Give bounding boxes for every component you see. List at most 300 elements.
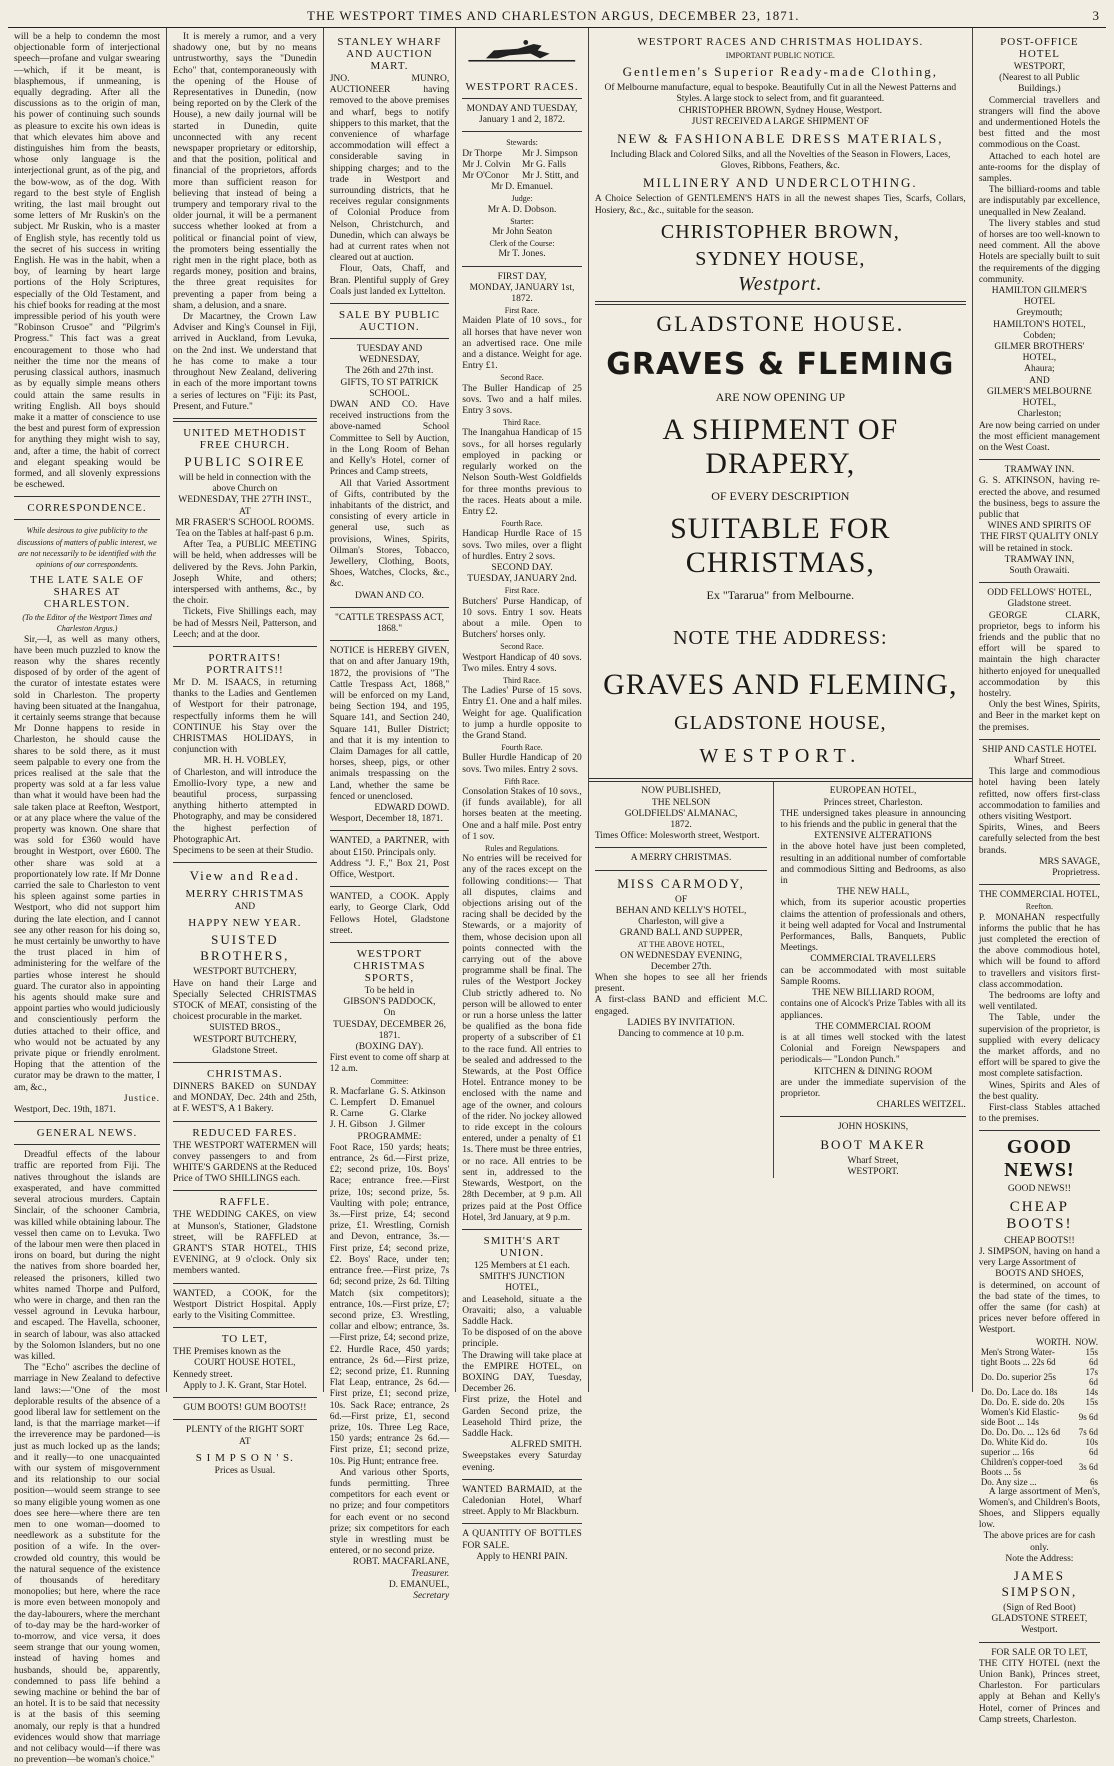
ad-text: TUESDAY, JANUARY 2nd. [467,574,577,585]
ad-text: (BOXING DAY). [355,1042,424,1053]
ad-text: is at all times well stocked with the latest Colonial and Foreign Newspapers and periodicals— "London Punch." [780,1032,966,1066]
ad-text: Maiden Plate of 10 sovs., for all horses that have never won an advertised race. One mile and a distance. Weight for age. Entry £1. [462,316,582,372]
ad-text: WESTPORT BUTCHERY, [193,967,297,978]
ad-text: January 1 and 2, 1872. [479,115,566,126]
ad-text: SUISTED BROS., [209,1023,281,1034]
ad-text: The Table, under the supervision of the proprietor, is supplied with every delicacy the market affords, and no effort will be spared to give the most complete satisfaction. [978,1013,1100,1080]
ad-text: DINNERS BAKED on SUNDAY and MONDAY, Dec. 24th and 25th, at F. WEST'S, A 1 Bakery. [173,1082,317,1115]
table-header: NOW. [1075,1336,1098,1347]
ad-text: HAMILTON GILMER'S HOTEL [991,286,1088,308]
ad-text: Apply to J. K. Grant, Star Hotel. [183,1380,307,1391]
ad-text: Mr D. M. ISAACS, in returning thanks to the Ladies and Gentlemen of Westport for their patronage, respectfully informs them he will CONTINUE his Stay over the CHRISTMAS HOLIDAYS, in conjunction with [173,677,317,756]
ad-text: will be retained in stock. [978,543,1073,554]
ad-text: This large and commodious hotel having been lately refitted, now offers first-class accommodation to families and others visiting Westport. [978,767,1100,822]
ad-text: OF EVERY DESCRIPTION [711,489,850,504]
ad-heading: WESTPORT RACES. [465,81,579,93]
ad-text: MONDAY, JANUARY 1st, 1872. [469,282,575,305]
ad-heading: BOOT MAKER [820,1136,926,1152]
ad-text: NOTICE is HEREBY GIVEN, that on and after January 19th, 1872, the provisions of "The Cattle Trespass Act, 1868," will be enforced on my Land, being Section 194, and 195, Square 141, and Section 240, Square 141, Buller District; and that it is my intention to Claim Damages for all cattle, horses, sheep, pigs, or other animals trespassing on the Land, whether the same be fenced or unenclosed. [329,646,450,802]
ad-text: TUESDAY AND WEDNESDAY, [356,344,423,366]
table-row [979,1387,1100,1397]
list-item: G. Clarke [389,1109,427,1120]
ad-text: Charleston, will give a [638,917,725,928]
list-item: G. S. Atkinson [389,1086,446,1097]
ad-text: OF [674,894,688,905]
ad-text: DWAN AND CO. [355,590,424,601]
ad-heading: HAPPY NEW YEAR. [188,917,302,930]
ad-heading: NEW & FASHIONABLE DRESS MATERIALS, [617,131,944,147]
ad-text: Dancing to commence at 10 p.m. [618,1029,744,1040]
ad-text: THE Premises known as the [173,1347,281,1358]
ad-text: Ex "Tararua" from Melbourne. [706,588,855,603]
letter-date: Westport, Dec. 19th, 1871. [14,1105,116,1116]
ad-text: TUESDAY, DECEMBER 26, 1871. [332,1019,446,1041]
table-cell: 6s [1089,1476,1098,1487]
ad-text: Of Melbourne manufacture, equal to bespoke. Beautifully Cut in all the Newest Patterns and Styles. A large stock to select from, and fit guaranteed. [604,83,957,105]
ad-text: WINES AND SPIRITS OF THE FIRST QUALITY ONLY [980,521,1099,543]
ad-text: Handicap Hurdle Race of 15 sovs. Two miles, over a flight of hurdles. Entry 2 sovs. [462,529,582,562]
hotel-column [774,782,971,1178]
ad-text: Tickets, Five Shillings each, may be had of Messrs Neil, Patterson, and Leech; and at the door. [173,607,317,640]
ad-heading: S I M P S O N ' S. [195,1451,294,1464]
list-item: Dr Thorpe [462,148,502,159]
ad-text: EXTENSIVE ALTERATIONS [814,831,932,842]
ad-heading: SMITH'S ART UNION. [483,1234,561,1259]
table-row [979,1397,1100,1407]
ad-text: GILMER BROTHERS' HOTEL, [994,342,1085,364]
ad-text: Specimens to be seen at their Studio. [173,846,314,856]
ad-text: Wharf Street, [847,1155,899,1166]
price-table [979,1337,1100,1487]
ad-text: The above prices are for cash only. [983,1531,1096,1553]
ad-text: And various other Sports, funds permitting. Three competitors for each event or no prize; and four competitors for each event or no second prize; six competitors for each style in wrestling must be entered, or no second prize. [329,1467,450,1557]
ad-text: Fourth Race. [501,519,543,529]
list-item: Mr J. Stitt, and [522,171,579,182]
ad-text: Fourth Race. [501,743,543,753]
section-heading: CORRESPONDENCE. [27,502,147,515]
article-text: The "Echo" ascribes the decline of marriage in New Zealand to defective land laws:—"One of the most deplorable results of the absence of a good liberal law for settlement on the land, is that the marriage market—if the irreverence may be pardoned—is just as much locked up as the lands; and it really—to one unacquainted with our system of misgovernment and its relationship to our social position—would seem strange to see so many eligible young women as one does see here—where there are ten men to one woman—doomed to needlework as a substitute for the position of a wife. In the over-crowded old country, this would be the natural sequence of the existence of thousands of hereditary monopolies; but here, where the race is more even between monopoly and the day-labourers, where the merchant of to-day may be the hard-worker of to-morrow, and vice versa, it does seem strange that our young women, instead of having homes and husbands, should be, apparently, condemned to pass life behind a sewing machine or behind the bar of an hotel. It is to be said that necessity is at the basis of this seeming anomaly, our reply is that a hundred evidences would show that marriage and not celibacy would—if there was no prevention—be woman's choice." [14,1363,161,1766]
table-cell: 17s 6d [1085,1366,1098,1387]
ad-text: First Race. [504,306,540,316]
ad-text: The Buller Handicap of 25 sovs. Two and a half miles. Entry 3 sovs. [462,383,582,417]
ad-text: BEHAN AND KELLY'S HOTEL, [615,905,747,916]
ad-text: and Leasehold, situate a the Oravaiti; also, a valuable Saddle Hack. [462,1294,582,1327]
ad-text: MR FRASER'S SCHOOL ROOMS. [175,517,315,528]
stewards-list [462,149,582,183]
ad-heading: MILLINERY AND UNDERCLOTHING. [642,175,918,191]
ad-text: PLENTY of the RIGHT SORT [186,1425,304,1436]
ad-text: ARE NOW OPENING UP [715,389,846,404]
ad-heading: PUBLIC SOIREE [184,453,306,469]
ad-text: FIRST DAY, [497,271,547,282]
ad-text: Fifth Race. [504,776,540,786]
ad-text: The bedrooms are lofty and well ventilated. [978,991,1100,1013]
ad-heading: WESTPORT CHRISTMAS SPORTS, [353,948,426,985]
ad-text: ALFRED SMITH. [510,1440,582,1451]
list-item: D. Emanuel [389,1098,435,1109]
column-1 [8,28,167,1766]
ad-text: TRAMWAY INN, [1004,554,1075,565]
ad-heading: SUITABLE FOR CHRISTMAS, [670,512,891,580]
table-cell: 15s [1085,1396,1098,1407]
ad-text: Proprietress. [1052,868,1100,879]
ad-text: Commercial travellers and strangers will find the above and undermentioned Hotels the best fitted and the most commodious on the Coast. [978,95,1100,151]
ad-text: KITCHEN & DINING ROOM [813,1066,933,1077]
ad-text: Sweepstakes every Saturday evening. [462,1451,582,1473]
ad-text: JUST RECEIVED A LARGE SHIPMENT OF [691,116,869,127]
table-row [979,1347,1100,1367]
ad-heading: MERRY CHRISTMAS [185,888,305,901]
ad-text: When she hopes to see all her friends present. [594,973,768,995]
ad-text: Mr John Seaton [491,227,553,238]
ad-text: Secretary [413,1590,450,1601]
ad-text: On [383,1008,396,1019]
ad-text: No entries will be received for any of the races except on the following conditions:— That all disputes, claims and objections arising out of the racing shall be decided by the Stewards, or a majority of them, whose decision upon all points connected with the carrying out of the above programme shall be final. The rules of the Westport Jockey Club strictly adhered to. No person will be allowed to enter or run a horse unless the latter be qualified as the bona fide property of a subscriber of £1 to the race fund. All entries to be sealed and addressed to the Stewards, at the Post Office Hotel. Entrance money to be enclosed with the name and age of the owner, and colours of the rider. No jockey allowed to ride except in the colours entered, under a penalty of £1 1s. There must be three entries, or no race. All entries to be sent in, addressed to the Stewards, Westport, on the 28th December, at 9 p.m. All prizes paid at the Post Office Hotel, 3rd January, at 9 p.m. [462,854,582,1223]
columns [8,28,1106,1766]
table-cell: Do. White Kid do. superior ... 16s [980,1436,1048,1457]
ad-heading: GLADSTONE HOUSE. [656,310,905,336]
ad-text: WESTPORT. [847,1166,899,1177]
ad-text: P. MONAHAN respectfully informs the public that he has just completed the erection of the above commodious hotel, which will be found to afford to travellers and visitors first-class accommodation. [978,912,1100,990]
ad-text: GEORGE CLARK, proprietor, begs to inform his friends and the public that no effort will be spared to maintain the high character hitherto enjoyed for unequalled accommodation by this hostelry. [978,610,1100,699]
ad-text: Address "J. F.," Box 21, Post Office, Westport. [329,858,450,880]
ad-text: SECOND DAY. [491,562,553,573]
ad-text: J. SIMPSON, having on hand a very Large Assortment of [978,1246,1100,1269]
ad-text: Stewards: [506,138,538,148]
ad-text: GLADSTONE STREET, [991,1614,1088,1625]
ad-text: Apply to HENRI PAIN. [476,1551,568,1562]
ad-text: AT THE ABOVE HOTEL, [637,940,725,950]
ad-text: can be accommodated with most suitable Sample Rooms. [780,965,966,987]
ad-text: G. S. ATKINSON, having re-erected the above, and resumed the business, begs to assure the public that [978,476,1100,520]
ad-text: GUM BOOTS! GUM BOOTS!! [183,1403,307,1414]
ad-heading: GRAVES AND FLEMING, [603,668,958,702]
ad-heading: CHRISTMAS. [207,1068,283,1081]
ad-text: Rules and Regulations. [485,844,560,853]
ad-heading: THE COMMERCIAL HOTEL, [979,890,1100,901]
ad-text: THE COMMERCIAL ROOM [815,1021,931,1032]
letter-title: THE LATE SALE OF SHARES AT CHARLESTON. [29,574,145,611]
ad-text: EUROPEAN HOTEL, [829,786,917,797]
table-row [979,1477,1100,1487]
ad-heading: View and Read. [189,868,301,884]
ad-text: Tea on the Tables at half-past 6 p.m. [176,528,314,539]
ad-text: SMITH'S JUNCTION HOTEL, [479,1272,565,1294]
ad-text: Westport Handicap of 40 sovs. Two miles. Entry 4 sovs. [462,652,582,674]
ad-text: Gladstone street. [1007,599,1072,610]
ad-text: WANTED, a COOK. Apply early, to George Clark, Odd Fellows Hotel, Gladstone street. [329,892,450,936]
ad-text: THE NELSON [651,797,711,808]
ad-text: Treasurer. [411,1568,450,1579]
ad-text: is determined, on account of the bad state of the times, to offer the same (for cash) at prices never before offered in Westport. [978,1280,1100,1336]
ad-heading: GRAVES & FLEMING [606,346,955,382]
ad-text: contains one of Alcock's Prize Tables with all its appliances. [780,999,966,1021]
ad-text: Mr T. Jones. [498,249,546,260]
ad-text: The billiard-rooms and table are indisputably par excellence, unequalled in New Zealand. [978,185,1100,218]
ad-text: WESTPORT, [1013,62,1066,72]
table-row [979,1367,1100,1387]
ad-text: First event to come off sharp at 12 a.m. [329,1053,450,1075]
drapery-block [589,28,973,1392]
ad-text: The Drawing will take place at the EMPIRE HOTEL, on BOXING DAY, Tuesday, December 26. [462,1350,582,1395]
ad-heading: Gentlemen's Superior Ready-made Clothing, [622,64,939,80]
ad-text: PROGRAMME: [357,1131,422,1142]
ad-text: The Inangahua Handicap of 15 sovs., for all horses regularly employed in packing or regularly worked on the Nelson South-West Goldfields for three months previous to the races. Heats about a mile. Entry £2. [462,428,582,517]
ad-heading: STANLEY WHARF AND AUCTION MART. [337,36,442,72]
ad-text: First Race. [504,586,540,596]
ad-text: Committee: [370,1076,409,1086]
ad-heading: A SHIPMENT OF DRAPERY, [662,413,899,481]
ad-text: The 26th and 27th inst. [345,366,434,377]
ad-text: (Sign of Red Boot) [1003,1602,1076,1613]
ad-text: JNO. MUNRO, AUCTIONEER having removed to the above premises and wharf, begs to notify shippers to this market, that the convenience of wharfage accommodation will effect a considerable saving in shipping charges; and to the trade in Westport and surrounding districts, that he receives regular consignments of Colonial Produce from Nelson, Christchurch, and Dunedin, which can always be had at current rates when not cleared out at auction. [329,74,450,264]
ad-text: GIBSON'S PADDOCK, [343,997,436,1008]
list-item: Mr J. Colvin [462,159,511,170]
ad-heading: SHIP AND CASTLE HOTEL [982,744,1097,755]
ad-text: Flour, Oats, Chaff, and Bran. Plentiful supply of Grey Coals just landed ex Lyttelton. [329,264,450,297]
ad-heading: NOTE THE ADDRESS: [673,627,888,650]
ad-text: MRS SAVAGE, [1039,856,1100,867]
ad-text: First-class Stables attached to the premises. [978,1103,1100,1125]
ad-text: Only the best Wines, Spirits, and Beer in the market kept on the premises. [978,700,1100,733]
letter-signature: Justice. [123,1093,161,1104]
ad-text: Westport. [1021,1625,1058,1636]
ad-text: COMMERCIAL TRAVELLERS [810,954,936,965]
ad-text: WESTPORT BUTCHERY, [193,1034,297,1045]
ad-text: ON WEDNESDAY EVENING, [620,950,742,961]
ad-text: Princes street, Charleston. [823,797,923,808]
ad-heading: Westport. [738,272,823,295]
editorial-note: While desirous to give publicity to the discussions of matters of public interest, we are not necessarily to be identified with the opinions of our correspondents. [17,526,157,569]
ad-text: THE WESTPORT WATERMEN will convey passengers to and from WHITE'S GARDENS at the Reduced Price of TWO SHILLINGS each. [173,1140,317,1185]
ad-heading: UNITED METHODIST FREE CHURCH. [183,426,307,451]
table-cell: Women's Kid Elastic-side Boot ... 14s [980,1406,1060,1427]
ad-text: LADIES BY INVITATION. [627,1017,735,1028]
ad-heading: JAMES SIMPSON, [1001,1567,1078,1599]
ad-heading: RAFFLE. [219,1196,271,1209]
ad-heading: TRAMWAY INN. [1004,465,1075,476]
ad-text: Are now being carried on under the most efficient management on the West Coast. [978,420,1100,453]
ad-text: The Ladies' Purse of 15 sovs. Entry £1. One and a half miles. Weight for age. Qualification to jump a hurdle opposite to the Grand Stand. [462,686,582,741]
ad-text: Third Race. [503,418,541,428]
ad-text: COURT HOUSE HOTEL, [194,1358,296,1369]
list-item: Mr G. Falls [522,159,567,170]
table-cell: 10s 6d [1085,1436,1098,1457]
ad-text: which, from its superior acoustic properties claims the attention of professionals and others, it being well adapted for Vocal and Instrumental Performances, Balls, Banquets, Public Meetings. [780,898,966,954]
table-row [979,1457,1100,1477]
ad-text: Times Office: Molesworth street, Westport. [594,831,760,842]
ad-text: WANTED BARMAID, at the Caledonian Hotel, Wharf street. Apply to Mr Blackburn. [462,1484,582,1518]
ad-text: 1872. [670,820,692,831]
ad-text: Charleston; [1017,409,1062,420]
ad-heading: TO LET, [221,1333,269,1346]
table-header: WORTH. [1035,1336,1071,1347]
ad-text: A large assortment of Men's, Women's, and Children's Boots, Shoes, and Slippers equally low. [978,1486,1100,1531]
ad-text: EDWARD DOWD. [374,802,450,813]
article-text: It is merely a rumor, and a very shadowy one, but by no means untrustworthy, says the "Dunedin Echo" that, contemporaneously with the opening of the House of Representatives in Dunedin, (now being reported on by the Clerk of the House), a new daily journal will be started in Dunedin, quite unconnected with any recent newspaper proprietary or editorship, and that the position, political and financial of the proprietors, affords more than sufficient reason for believing that instead of being a trumpery and temporary rival to the older journal, it will be a permanent success whether looked at from a political or financial point of view, the promoters being essentially the right men in the right place, both as regards money, position and brains, the three great requisites for preventing a paper from being a sham, a delusion, and a snare. [173,32,317,311]
ad-text: Ahaura; [1024,364,1055,375]
table-cell: Do. Any size ... [980,1476,1037,1487]
ad-text: IMPORTANT PUBLIC NOTICE. [725,51,835,60]
ad-text: WANTED, a COOK, for the Westport District Hospital. Apply early to the Visiting Committee. [173,1288,317,1322]
ad-text: AND [1029,375,1050,386]
ad-text: December 27th. [650,961,712,972]
ad-text: MONDAY AND TUESDAY, [466,104,578,114]
ad-text: GILMER'S MELBOURNE HOTEL, [986,386,1092,409]
list-item: J. Gilmer [389,1120,425,1131]
table-cell: 7s 6d [1078,1426,1098,1437]
table-row [979,1407,1100,1427]
ad-text: All that Varied Assortment of Gifts, contributed by the inhabitants of the district, and consisting of every article in general use, such as provisions, Wines, Spirits, Oilman's Stores, Tobacco, Jewellery, Clothing, Boots, Shoes, Watches, Clocks, &c., &c. [329,478,450,590]
ad-text: After Tea, a PUBLIC MEETING will be held, when addresses will be delivered by the Revs. John Parkin, Joseph White, and others; interspersed with anthems, &c., by the choir. [173,540,317,607]
ad-text: Spirits, Wines, and Beers carefully selected from the best brands. [978,823,1100,856]
ad-text: Second Race. [500,642,544,652]
ad-text: A MERRY CHRISTMAS. [630,853,732,864]
ad-text: A Choice Selection of GENTLEMEN'S HATS in all the newest shapes Ties, Scarfs, Collars, Hosiery, &c., &c., suitable for the season. [594,194,966,216]
table-row [979,1427,1100,1437]
ad-text: in the above hotel have just been completed, resulting in an additional number of comfortable and commodious Sitting and Bedrooms, as also in [780,842,966,887]
ad-text: CHEAP BOOTS!! [1004,1235,1075,1246]
ad-text: Buller Hurdle Handicap of 20 sovs. Two miles. Entry 2 sovs. [462,753,582,775]
ad-text: Starter: [510,216,534,226]
table-row [979,1437,1100,1457]
ad-text: BOOTS AND SHOES, [995,1269,1084,1280]
table-cell: 15s 6d [1085,1346,1098,1367]
page-number: 3 [1092,8,1100,23]
ad-text: THE undersigned takes pleasure in announcing to his friends and the public in general that the [780,808,966,831]
ad-text: AT [239,506,251,517]
article-text: Dr Macartney, the Crown Law Adviser and King's Counsel in Fiji, arrived in Auckland, from Levuka, on the 2nd inst. We understand that he has come to make a tour throughout New Zealand, delivering in each of the more important towns a series of lectures on "Fiji: its Past, Present, and Future." [173,312,317,412]
table-cell: Do. Do. E. side do. 20s [980,1396,1065,1407]
letter-address: (To the Editor of the Westport Times and Charleston Argus.) [22,613,152,634]
ad-text: HAMILTON'S HOTEL, [993,319,1086,330]
article-text: will be a help to condemn the most objectionable form of interjectional speech—profane and vulgar swearing—which, if it be meant, is blasphemous, if unmeaning, is equally degrading. After all the discussions as to the origin of man, his power of continuing such sounds as pleasure to excite his own ideas is that which elevates him above and distinguishes him from the beasts, whose only language is the interjectional grunt, as of the pig, and the bow-wow, as of the dog. With regard to the best style of English writing, the last mail brought out some letters of Mr Ruskin's on the subject. Mr Ruskin, who is a master of English style, has recently told us the secret of his success in writing English. He was in the habit, when a boy, of learning by heart large portions of the Holy Scriptures, especially of the Old Testament, and his chief books for reading at the most impressible period of his youth were "Robinson Crusoe" and "Pilgrim's Progress." This fact was a great encouragement to those who had neither the time nor the means of perusing classical authors, inasmuch as by equally simple means others could attain the same results in writing English. All boys should make it a matter of conscience to use the best and purest form of expression for anything they might wish to say, and, after a time, the habit of correct and elegant speaking would be formed, and all slovenly expressions be eschewed. [14,32,161,491]
ad-text: Prices as Usual. [214,1465,276,1476]
ad-text: Cobden; [1023,330,1056,341]
table-cell: Children's copper-toed Boots ... 5s [980,1456,1063,1477]
masthead-title: THE WESTPORT TIMES AND CHARLESTON ARGUS, DECEMBER 23, 1871. [307,8,800,23]
ad-text: MR. H. H. VOBLEY, [203,756,286,767]
ad-text: Mr A. D. Dobson. [487,204,557,215]
ad-text: Including Black and Colored Silks, and all the Novelties of the Season in Flowers, Laces, Gloves, Ribbons, Feathers, &c. [610,150,951,172]
list-item: C. Lempfert [329,1098,377,1109]
ad-text: are under the immediate supervision of the proprietor. [780,1077,966,1099]
ad-text: The livery stables and stud of horses are too well-known to need comment. All the above Hotels are specially built to suit the requirements of the digging community. [978,218,1100,285]
table-cell: Men's Strong Water-tight Boots ... 22s 6d [980,1346,1056,1367]
list-item: Mr O'Conor [462,171,509,182]
table-cell: 9s 6d [1078,1411,1098,1422]
lower-ads [589,782,972,1178]
table-cell: 3s 6d [1078,1461,1098,1472]
ad-text: GIFTS, TO ST PATRICK SCHOOL. [340,377,439,399]
racehorse-icon [462,32,582,72]
ad-heading: CHRISTOPHER BROWN, [660,220,900,243]
ad-text: AND [234,902,256,913]
ad-text: DWAN AND CO. Have received instructions from the above-named School Committee to Sell by Auction, in the Long Room of Behan and Kelly's Hotel, corner of Princes and Camp streets, [329,400,450,478]
ad-text: South Orawaiti. [1009,565,1070,576]
ad-text: Judge: [511,194,533,204]
list-item: J. H. Gibson [329,1120,378,1131]
column-6 [973,28,1106,1725]
ad-text: ROBT. MACFARLANE, [352,1557,450,1568]
column-3 [324,28,457,1601]
ad-text: WEDNESDAY, THE 27TH INST., [178,495,312,506]
ad-text: THE CITY HOTEL (next the Union Bank), Princes street, Charleston. For particulars apply at Behan and Kelly's Hotel, corner of Princes and Camp streets, Charleston. [978,1658,1100,1725]
ad-text: Third Race. [503,675,541,685]
ad-text: CHRISTOPHER BROWN, Sydney House, Westport. [678,105,883,116]
ad-text: THE NEW BILLIARD ROOM, [811,988,935,999]
ad-text: WANTED, a PARTNER, with about £150. Principals only. [329,836,450,858]
ad-text: Gladstone Street. [212,1045,278,1056]
list-item: R. Macfarlane [329,1086,385,1097]
ad-text: D. EMANUEL, [388,1579,450,1590]
committee-list [330,1087,450,1132]
ad-text: THE NEW HALL, [836,887,910,898]
ad-text: Consolation Stakes of 10 sovs., (if funds available), for all horses beaten at the meeting. One and a half mile. Post entry of 1 sov. [462,786,582,842]
ad-heading: "CATTLE TRESPASS ACT, 1868." [334,612,444,634]
ad-text: GOOD NEWS!! [1007,1184,1071,1195]
table-cell: Do. Do. Lace do. 18s [980,1386,1058,1397]
ad-text: GOLDFIELDS' ALMANAC, [624,808,738,819]
ad-heading: PORTRAITS! PORTRAITS!! [206,651,284,676]
ad-heading: ODD FELLOWS' HOTEL, [987,588,1092,599]
table-cell: Do. Do. superior 25s [980,1371,1057,1382]
ad-text: of Charleston, and will introduce the Emollio-Ivory type, a new and beautiful process, surpassing anything hitherto attempted in Photography, and may be considered the highest perfection of Photographic Art. [173,767,317,845]
list-item: Mr J. Simpson [522,148,578,159]
letter-body: Sir,—I, as well as many others, have been much puzzled to know the reason why the shares recently disposed of by order of the agent of the curator of intestate estates were sold in Charleston. The property having been situated at the Inangahua, it certainly seems strange that because Mr Donne happens to reside in Charleston, he should cause the shares to be sold there, as it must seem palpable to every one from the prices realised at the sale that the property was sold at a far less value than what it would have been had the sale taken place at Reefton, Westport, or at any place where the value of the property was known. One share that was sold for £360 would have brought in Westport, over £600. The other share was sold at a proportionately low rate. If Mr Donne carried the sale to Charleston to vent his spleen against some parties in Westport, who did not support him during the late election, and I cannot see any other reason for his doing so, he must certainly be unworthy to have the trust placed in him of administering for the welfare of the parties whose interest he should guard. The curator also in appointing his agents should make sure and appoint parties who would judiciously and conscientiously perform the duties attached to their office, and who would not be actuated by any private pique or friendly enrolment. Hoping that the attention of the curator may be drawn to the matter, I am, &c., [14,634,161,1093]
column-2 [167,28,324,1476]
ad-text: AT [239,1436,251,1447]
column-4 [456,28,589,1562]
ad-text: Kennedy street. [173,1369,233,1380]
ad-text: 125 Members at £1 each. [474,1260,570,1271]
ad-text: will be held in connection with the above Church on [178,472,311,495]
ad-text: Clerk of the Course: [489,239,555,249]
ad-text: Greymouth; [1016,308,1063,319]
ad-heading: GOOD NEWS! [1004,1136,1075,1182]
table-header [979,1337,988,1347]
ad-heading: WESTPORT RACES AND CHRISTMAS HOLIDAYS. [637,36,924,48]
list-item: R. Carne [329,1109,364,1120]
ad-text: JOHN HOSKINS, [837,1122,909,1133]
masthead [8,6,1106,28]
ad-heading: SUISTED BROTHERS, [200,932,290,964]
ad-text: Reefton. [1025,902,1054,912]
ad-text: A first-class BAND and efficient M.C. engaged. [594,995,768,1017]
ad-text: Foot Race, 150 yards; heats; entrance, 2s 6d.—First prize, £2; second prize, 10s. Boys' Race; entrance free.—First prize, 10s; second prize, 5s. Vaulting with pole; entrance, 3s.—First prize, £4; second prize, £1. Wrestling, Cornish and Devon, entrance, 3s.—First prize, £4; second prize, £2. Boys' Race, under ten; entrance free.—First prize, 7s 6d; second prize, 2s 6d. Tilting Match (six competitors); entrance, 10s.—First prize, £7; second prize, £3. Wrestling, collar and elbow; entrance, 3s.—First prize, £4; second prize, £2. Hurdle Race, 450 yards; entrance, 2s 6d.—First prize, £2; second prize, £1. Running Flat Leap, entrance, 2s 6d.—First prize, £1; second prize, 10s. Sack Race; entrance, 2s 6d.—First prize, £1, second prize, 10s. Three Leg Race, 150 yards; entrance 2s 6d.—First prize, £1; second prize, 10s. Pig Hunt; entrance free. [329,1142,450,1467]
ad-text: Mr D. Emanuel. [491,182,553,193]
ad-text: Note the Address: [1005,1553,1074,1564]
ad-text: CHARLES WEITZEL. [876,1100,966,1111]
ad-heading: REDUCED FARES. [192,1126,298,1139]
ad-text: NOW PUBLISHED, [641,786,721,797]
table-cell: 14s [1085,1386,1098,1397]
table-cell: Do. Do. Do. ... 12s 6d [980,1426,1061,1437]
ad-text: First prize, the Hotel and Garden Second prize, the Leasehold Third prize, the Saddle Hack. [462,1395,582,1439]
ad-heading: SALE BY PUBLIC AUCTION. [338,309,440,334]
ad-text: Wesport, December 18, 1871. [329,814,443,825]
ad-heading: CHEAP BOOTS! [1006,1198,1073,1232]
ad-text: Have on hand their Large and Specially Selected CHRISTMAS STOCK of MEAT, consisting of the choicest procurable in the market. [173,978,317,1023]
ad-heading: MISS CARMODY, [617,875,745,891]
ad-text: (Nearest to all Public Buildings.) [999,73,1080,95]
ad-text: To be held in [364,986,415,997]
ad-text: Wharf Street. [1013,755,1065,766]
ad-text: GRAND BALL AND SUPPER, [619,928,743,939]
ad-heading: FOR SALE OR TO LET, [991,1647,1088,1658]
ad-heading: WESTPORT. [699,745,862,768]
ad-heading: SYDNEY HOUSE, [695,247,866,270]
